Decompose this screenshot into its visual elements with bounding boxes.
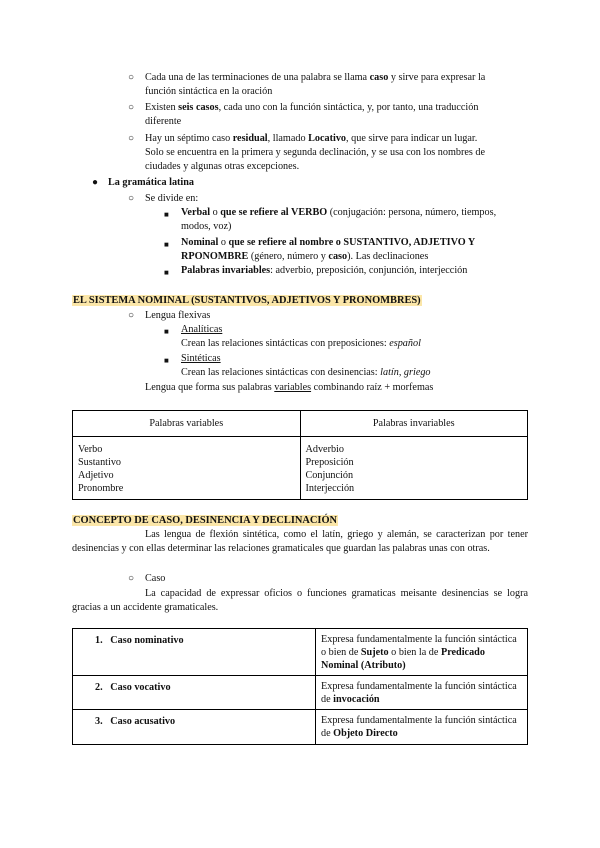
square-bullet-icon: ■ <box>164 210 169 219</box>
table-cell-text: Interjección <box>305 483 355 494</box>
table-cell-text: Verbo <box>78 444 103 455</box>
table-cell-text: Preposición <box>305 457 354 468</box>
lengua-flexivas: Lengua flexivas <box>145 310 211 321</box>
caso-desc-cell: Expresa fundamentalmente la función sintáctica de Objeto Directo <box>316 710 528 745</box>
table-header: Palabras invariables <box>300 411 528 437</box>
circle-bullet-icon: ○ <box>128 193 135 204</box>
caso-name-cell: 2. Caso vocativo <box>73 676 316 710</box>
table-cell-text: Pronombre <box>78 483 124 494</box>
gramatica-title: La gramática latina <box>108 177 195 188</box>
list-item: Nominal o que se refiere al nombre o SUSTANTIVO, ADJETIVO Y RPONOMBRE (género, número y caso). Las declinaciones <box>181 237 476 262</box>
filled-bullet-icon: ● <box>92 177 99 188</box>
table-cell-text: Sustantivo <box>78 457 122 468</box>
divide-label: Se divide en: <box>145 193 199 204</box>
caso-name-cell: 1. Caso nominativo <box>73 629 316 676</box>
square-bullet-icon: ■ <box>164 268 169 277</box>
invariables-cell <box>300 437 528 500</box>
analiticas-label: Analíticas <box>181 324 223 335</box>
circle-bullet-icon: ○ <box>128 310 135 321</box>
square-bullet-icon: ■ <box>164 356 169 365</box>
square-bullet-icon: ■ <box>164 240 169 249</box>
analiticas-desc: Crean las relaciones sintácticas con preposiciones: español <box>181 338 421 349</box>
circle-bullet-icon: ○ <box>128 72 135 83</box>
section-heading: EL SISTEMA NOMINAL (SUSTANTIVOS, ADJETIVOS Y PRONOMBRES) <box>73 295 421 306</box>
table-header: Palabras variables <box>73 411 301 437</box>
table-cell-text: Conjunción <box>305 470 354 481</box>
section-heading: CONCEPTO DE CASO, DESINENCIA Y DECLINACIÓN <box>73 515 338 526</box>
sinteticas-label: Sintéticas <box>181 353 221 364</box>
concepto-paragraph-2: La capacidad de expressar oficios o funciones gramaticas meisante desinencias se logra gracias a un accidente gramaticales. <box>72 588 528 613</box>
sinteticas-desc: Crean las relaciones sintácticas con desinencias: latín, griego <box>181 367 431 378</box>
square-bullet-icon: ■ <box>164 327 169 336</box>
concepto-paragraph: Las lengua de flexión sintética, como el latín, griego y alemán, se caracterizan por tener desinencias y con ellas determinar las relaciones gramaticales que guardan las palabras unas con otras. <box>72 529 528 554</box>
list-item: Palabras invariables: adverbio, preposición, conjunción, interjección <box>181 265 468 276</box>
caso-desc-cell: Expresa fundamentalmente la función sintáctica de invocación <box>316 676 528 710</box>
caso-label: Caso <box>145 573 166 584</box>
circle-bullet-icon: ○ <box>128 102 135 113</box>
caso-desc-cell: Expresa fundamentalmente la función sintáctica o bien de Sujeto o bien la de Predicado Nominal (Atributo) <box>316 629 528 676</box>
table-cell-text: Adverbio <box>305 444 344 455</box>
table-cell-text: Adjetivo <box>78 470 114 481</box>
list-item: Hay un séptimo caso residual, llamado Locativo, que sirve para indicar un lugar. Solo se encuentra en la primera y segunda declinación, y se usa con los nombres de ciudades y algunas otras excepciones. <box>145 133 486 172</box>
forma-line: Lengua que forma sus palabras variables combinando raíz + morfemas <box>145 382 434 393</box>
variables-cell <box>73 437 301 500</box>
list-item: Cada una de las terminaciones de una palabra se llama caso y sirve para expresar la función sintáctica en la oración <box>145 72 486 97</box>
list-item: Existen seis casos, cada uno con la función sintáctica, y, por tanto, una traducción diferente <box>145 102 479 127</box>
list-item: Verbal o que se refiere al VERBO (conjugación: persona, número, tiempos, modos, voz) <box>181 207 497 232</box>
casos-table <box>72 628 528 745</box>
circle-bullet-icon: ○ <box>128 133 135 144</box>
circle-bullet-icon: ○ <box>128 573 135 584</box>
caso-name-cell: 3. Caso acusativo <box>73 710 316 745</box>
palabras-table <box>72 410 528 500</box>
